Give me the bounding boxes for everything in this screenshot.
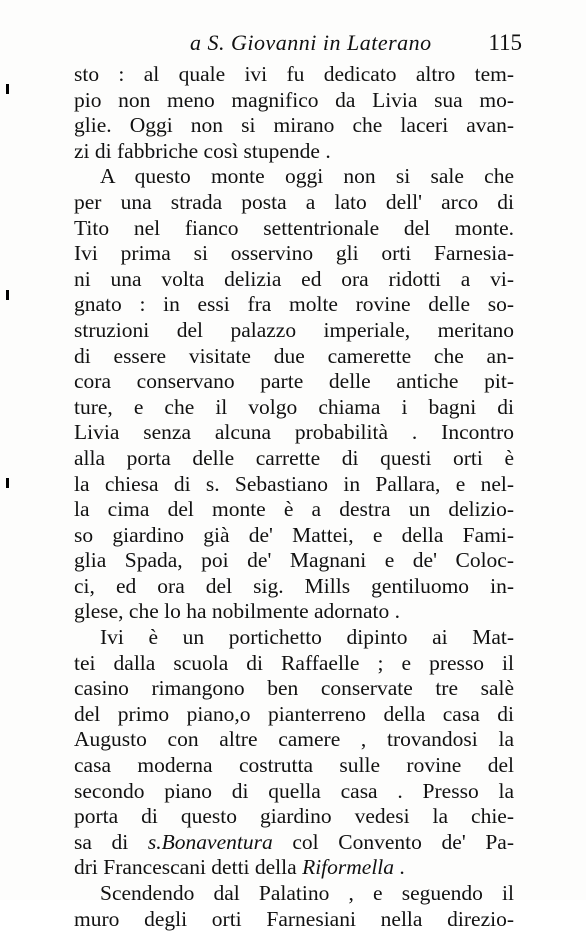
text-line — [74, 574, 514, 600]
text-line — [74, 139, 514, 165]
italic-text: s.Bonaventura — [147, 829, 273, 854]
text-line — [74, 804, 514, 830]
text-line — [74, 62, 514, 88]
text-line — [74, 190, 514, 216]
text-line — [74, 676, 514, 702]
text-segment: sto : al quale ivi fu dedicato altro tem- — [74, 62, 514, 86]
text-line — [74, 497, 514, 523]
text-segment: glie. Oggi non si mirano che laceri avan- — [74, 113, 514, 138]
margin-mark-top — [6, 84, 9, 94]
text-line — [74, 651, 514, 677]
text-line — [74, 88, 514, 114]
text-line — [74, 164, 514, 190]
text-line — [74, 548, 514, 574]
text-segment: so giardino già de' Mattei, e della Fami- — [74, 522, 514, 547]
text-segment: cora conservano parte delle antiche pit- — [74, 369, 514, 394]
text-segment: muro degli orti Farnesiani nella direzio- — [74, 906, 514, 931]
text-segment: glese, che lo ha nobilmente adornato . — [74, 599, 400, 624]
text-line — [74, 625, 514, 651]
text-line — [74, 753, 514, 779]
text-segment: glia Spada, poi de' Magnani e de' Coloc- — [74, 548, 514, 573]
text-segment: Ivi prima si osservino gli orti Farnesia- — [74, 241, 514, 266]
text-line — [74, 881, 514, 907]
text-segment: A questo monte oggi non si sale che — [100, 164, 514, 189]
text-line — [74, 907, 514, 932]
text-segment: . — [394, 855, 405, 880]
text-line — [74, 702, 514, 728]
text-segment: Tito nel fianco settentrionale del monte. — [74, 215, 514, 240]
text-segment: ni una volta delizia ed ora ridotti a vi- — [74, 266, 514, 291]
text-segment: struzioni del palazzo imperiale, meritano — [74, 317, 514, 342]
text-segment: di essere visitate due camerette che an- — [74, 343, 514, 368]
running-title: a S. Giovanni in Laterano — [190, 30, 432, 55]
text-segment: per una strada posta a lato dell' arco di — [74, 189, 514, 214]
text-segment: gnato : in essi fra molte rovine delle so- — [74, 292, 514, 317]
text-segment: casa moderna costrutta sulle rovine del — [74, 753, 514, 778]
text-line — [74, 727, 514, 753]
text-segment: del primo piano,o pianterreno della casa di — [74, 701, 514, 726]
text-line — [74, 523, 514, 549]
text-segment: Scendendo dal Palatino , e seguendo il — [100, 881, 514, 905]
text-segment: zi di fabbriche così stupende . — [74, 138, 331, 163]
text-segment: ci, ed ora del sig. Mills gentiluomo in- — [74, 573, 514, 598]
text-segment: pio non meno magnifico da Livia sua mo- — [74, 87, 514, 112]
text-line — [74, 420, 514, 446]
text-line — [74, 292, 514, 318]
text-segment: Augusto con altre camere , trovandosi la — [74, 727, 514, 752]
text-segment: alla porta delle carrette di questi orti è — [74, 445, 514, 470]
text-line — [74, 216, 514, 242]
text-line — [74, 472, 514, 498]
text-segment: tei dalla scuola di Raffaelle ; e presso il — [74, 650, 514, 675]
text-segment: Livia senza alcuna probabilità . Incontro — [74, 420, 514, 445]
text-segment: la chiesa di s. Sebastiano in Pallara, e nel- — [74, 471, 514, 496]
text-segment: dri Francescani detti della — [74, 855, 303, 880]
text-segment: sa di — [74, 829, 148, 854]
body-text — [74, 62, 514, 932]
italic-text: Riformella — [302, 855, 395, 880]
text-segment: secondo piano di quella casa . Presso la — [74, 778, 514, 803]
page-number: 115 — [488, 30, 522, 55]
text-line — [74, 267, 514, 293]
text-line — [74, 241, 514, 267]
text-line — [74, 830, 514, 856]
text-segment: porta di questo giardino vedesi la chie- — [74, 804, 514, 829]
text-segment: Ivi è un portichetto dipinto ai Mat- — [100, 625, 514, 650]
text-segment: ture, e che il volgo chiama i bagni di — [74, 394, 514, 419]
text-segment: casino rimangono ben conservate tre salè — [74, 676, 514, 701]
text-line — [74, 779, 514, 805]
text-line — [74, 318, 514, 344]
text-line — [74, 113, 514, 139]
text-line — [74, 599, 514, 625]
text-line — [74, 369, 514, 395]
text-segment: col Convento de' Pa- — [272, 829, 514, 854]
text-line — [74, 344, 514, 370]
text-line — [74, 395, 514, 421]
text-line — [74, 855, 514, 881]
margin-mark-middle — [6, 290, 9, 300]
text-line — [74, 446, 514, 472]
text-segment: la cima del monte è a destra un delizio- — [74, 497, 514, 522]
margin-mark-bottom — [6, 478, 9, 488]
page-header — [70, 30, 522, 62]
